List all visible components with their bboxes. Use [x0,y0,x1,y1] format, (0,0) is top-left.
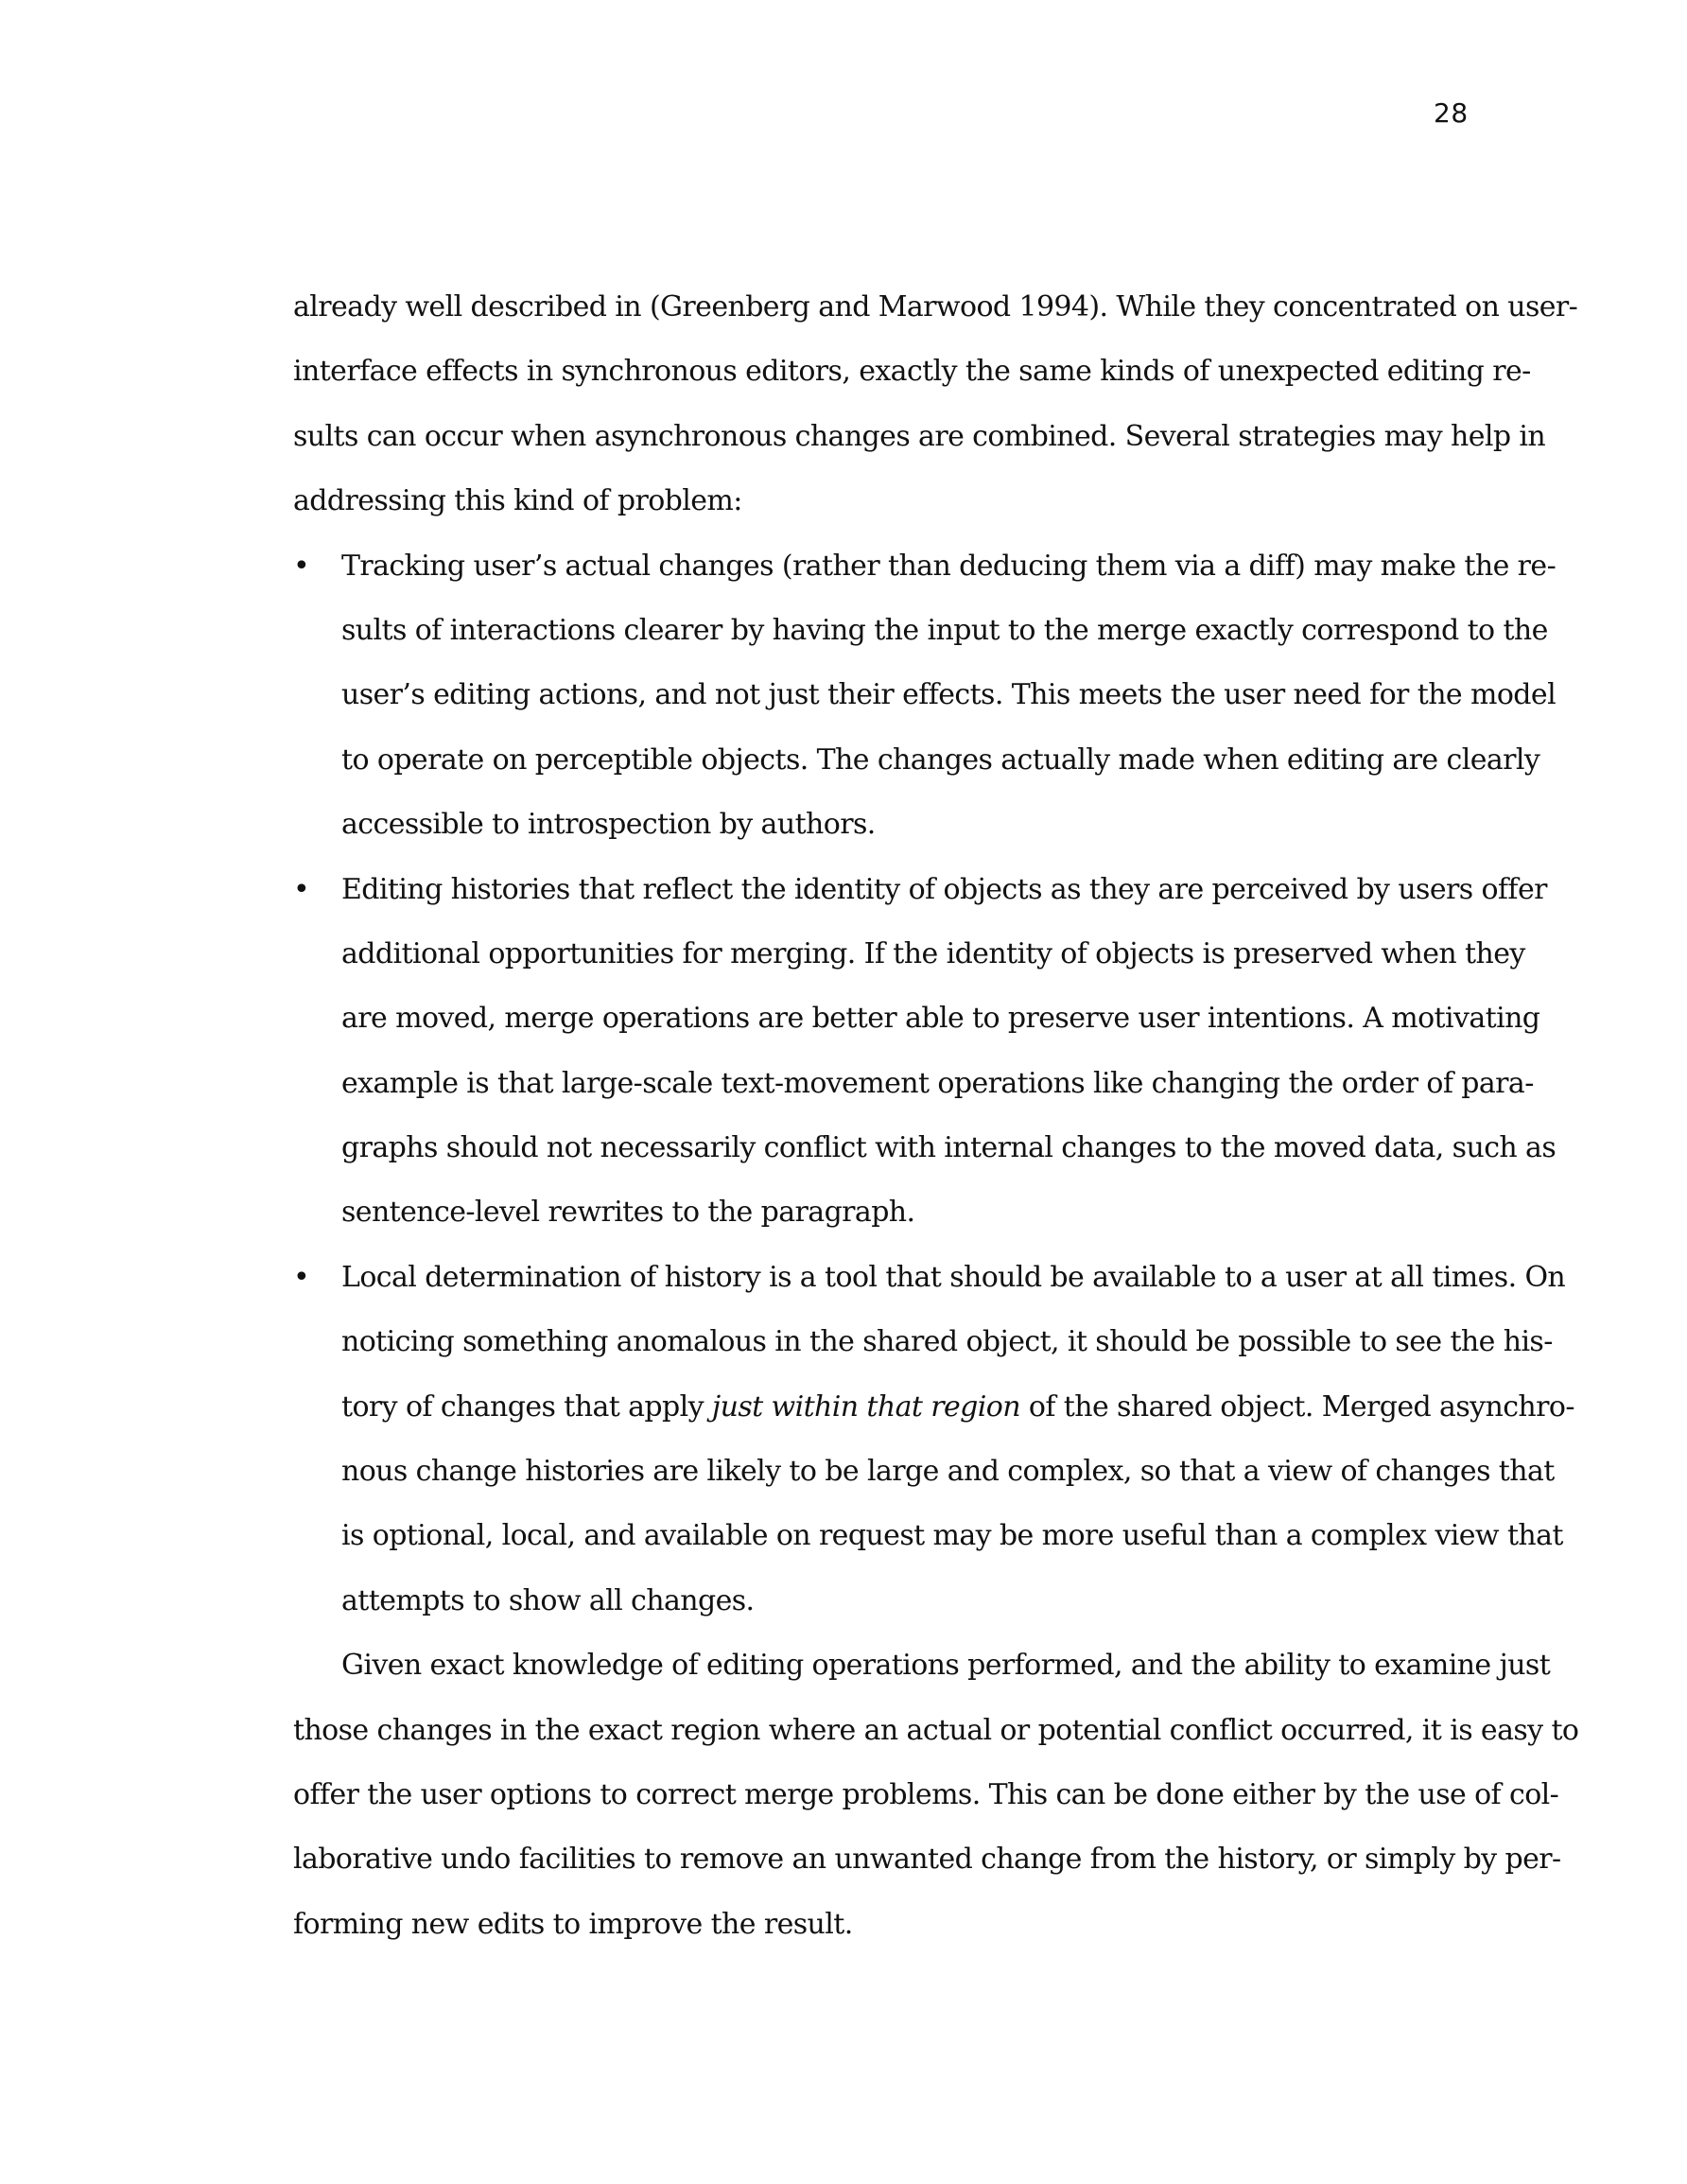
text-line: Tracking user’s actual changes (rather than deducing them via a diff) may make the re- [341,549,1557,583]
text-line: offer the user options to correct merge problems. This can be done either by the use of col- [293,1777,1559,1811]
text-line: user’s editing actions, and not just their effects. This meets the user need for the model [341,678,1557,712]
text-line: to operate on perceptible objects. The changes actually made when editing are clearly [341,743,1540,777]
emphasis-text: just within that region [711,1389,1020,1424]
text-line: example is that large-scale text-movement operations like changing the order of para- [341,1066,1534,1100]
text-line: Local determination of history is a tool that should be available to a user at all times. On [341,1260,1566,1294]
bullet-icon: • [293,1260,310,1294]
closing-paragraph [293,1645,1579,1968]
text-line: sults of interactions clearer by having the input to the merge exactly correspond to the [341,613,1548,647]
bullet-icon: • [293,872,310,906]
bullet-icon: • [293,549,310,583]
text-line: sults can occur when asynchronous changes are combined. Several strategies may help in [293,419,1546,453]
text-segment: of the shared object. Merged asynchro- [1019,1389,1574,1424]
bullet-item [293,546,1557,869]
body-text [293,287,1579,1968]
text-line: interface effects in synchronous editors, exactly the same kinds of unexpected editing re- [293,355,1531,389]
bullet-item [293,869,1557,1257]
text-line-with-emphasis [293,1387,1574,1451]
text-line: Editing histories that reflect the identity of objects as they are perceived by users offer [341,872,1547,906]
text-line: those changes in the exact region where an actual or potential conflict occurred, it is easy to [293,1713,1579,1747]
text-line: already well described in (Greenberg and Marwood 1994). While they concentrated on user- [293,290,1578,323]
text-line: is optional, local, and available on request may be more useful than a complex view that [341,1519,1563,1553]
text-line: addressing this kind of problem: [293,484,742,518]
text-line: noticing something anomalous in the shared object, it should be possible to see the his- [341,1325,1553,1359]
text-segment: tory of changes that apply [341,1389,712,1424]
text-line: graphs should not necessarily conflict with internal changes to the moved data, such as [341,1131,1557,1165]
text-line: attempts to show all changes. [341,1583,755,1617]
text-line: sentence-level rewrites to the paragraph. [341,1196,915,1230]
text-line: additional opportunities for merging. If the identity of objects is preserved when they [341,936,1525,970]
text-line: nous change histories are likely to be large and complex, so that a view of changes that [341,1455,1555,1489]
intro-paragraph [293,287,1578,546]
text-line: accessible to introspection by authors. [341,808,876,842]
text-line: laborative undo facilities to remove an unwanted change from the history, or simply by per- [293,1843,1561,1877]
text-line: are moved, merge operations are better able to preserve user intentions. A motivating [341,1002,1540,1036]
page-number: 28 [1434,97,1469,129]
text-line: forming new edits to improve the result. [293,1907,853,1941]
text-line: Given exact knowledge of editing operations performed, and the ability to examine just [341,1649,1551,1683]
bullet-item [293,1257,1574,1645]
